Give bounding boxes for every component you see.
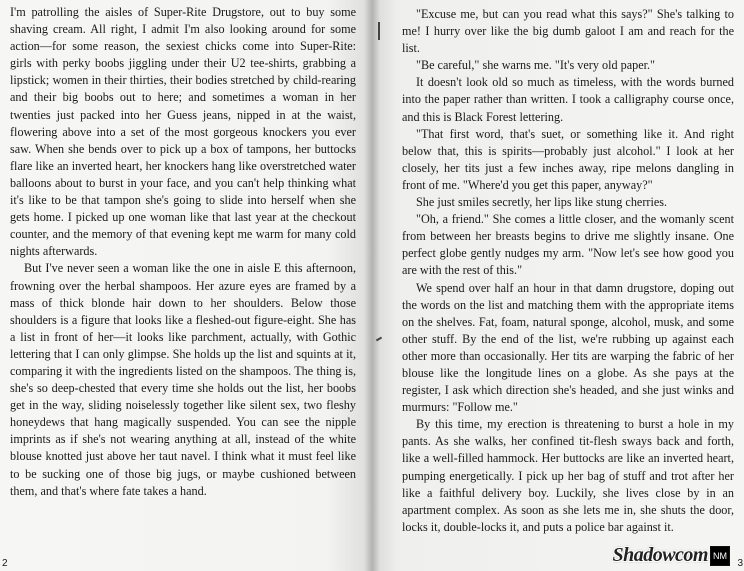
watermark-badge-icon: NM xyxy=(710,546,730,566)
page-number-right: 3 xyxy=(737,558,743,569)
book-gutter-shadow xyxy=(364,0,380,571)
page-number-left: 2 xyxy=(2,558,8,569)
right-page-text xyxy=(402,6,734,536)
paragraph: "Excuse me, but can you read what this says?" She's talking to me! I hurry over like the big dumb galoot I am and reach for the list. xyxy=(402,7,734,56)
paragraph: I'm patrolling the aisles of Super-Rite Drugstore, out to buy some shaving cream. All right, I admit I'm also looking around for some action—for some reason, the sexiest chicks come into Super-Rite: girls with perky boobs jiggling under their U2 tee-shirts, grabbing a lipstick; women in their thirties, their bodies stretched by child-rearing and their big boobs out to here; and sometimes a woman in her twenties just packed into her Guess jeans, nipped in at the waist, flowering above into a set of the most gorgeous knockers you ever saw. When she bends over to pick up a box of tampons, her buttocks flare like an inverted heart, her knockers hang like overstretched water balloons about to burst in your face, and you can't help thinking what it's like to be that tampon she's going to slide into herself when she gets home. I picked up one woman like that last year at the checkout counter, and the memory of that evening kept me warm for many cold nights afterwards. xyxy=(10,5,356,259)
paragraph: By this time, my erection is threatening to burst a hole in my pants. As she walks, her confined tit-flesh sways back and forth, like a well-filled hammock. Her buttocks are like an inverted heart, pumping energetically. I pick up her bag of stuff and trot after her like a faithful delivery boy. Luckily, she lives close by in an apartment complex. As soon as she lets me in, she shuts the door, locks it, double-locks it, and puts a police bar against it. xyxy=(402,417,734,534)
paragraph: "That first word, that's suet, or something like it. And right below that, this is spirits—probably just alcohol." I look at her closely, her tits just a few inches away, ripe melons dangling in front of me. "Where'd you get this paper, anyway?" xyxy=(402,126,734,192)
right-page xyxy=(372,0,744,571)
watermark-text: Shadowcom xyxy=(612,544,708,566)
left-page-text xyxy=(10,4,356,500)
paragraph: She just smiles secretly, her lips like stung cherries. xyxy=(416,195,668,210)
paragraph: "Oh, a friend." She comes a little closer, and the womanly scent from between her breasts begins to drive me slightly insane. One perfect globe gently nudges my arm. "Now let's see how good you are with the rest of this." xyxy=(402,212,734,278)
paragraph: It doesn't look old so much as timeless, with the words burned into the paper rather than written. I took a calligraphy course once, and this is Black Forest lettering. xyxy=(402,75,734,124)
paragraph: We spend over half an hour in that damn drugstore, doping out the words on the list and matching them with the appropriate items on the shelves. Fat, foam, natural sponge, alcohol, musk, and some other stuff. By the end of the list, we're rubbing up against each other more than occasionally. Her tits are warping the fabric of her blouse like the longitude lines on a globe. As she pays at the register, I ask which direction she's headed, and she just winks and murmurs: "Follow me." xyxy=(402,280,734,415)
paragraph: "Be careful," she warns me. "It's very old paper." xyxy=(416,58,656,73)
paragraph: But I've never seen a woman like the one in aisle E this afternoon, frowning over the herbal shampoos. Her azure eyes are framed by a mass of thick blonde hair down to her shoulders. Below those shoulders is a figure that looks like a fleshed-out figure-eight. She has a list in front of her—it looks like parchment, actually, with Gothic lettering that I can only glimpse. She holds up the list and squints at it, comparing it with the ingredients listed on the shampoos. The thing is, she's so deep-chested that every time she holds out the list, her boobs get in the way, sliding noiselessly together like silent sex, two fleshy honeydews that hang magically suspended. You can see the nipple imprints as if she's not wearing anything at all, instead of the white blouse knotted just above her taut navel. I think what it must feel like to be sucking one of those big jugs, or maybe cushioned between them, and that's where fate takes a hand. xyxy=(10,261,356,498)
watermark-logo xyxy=(612,544,730,567)
